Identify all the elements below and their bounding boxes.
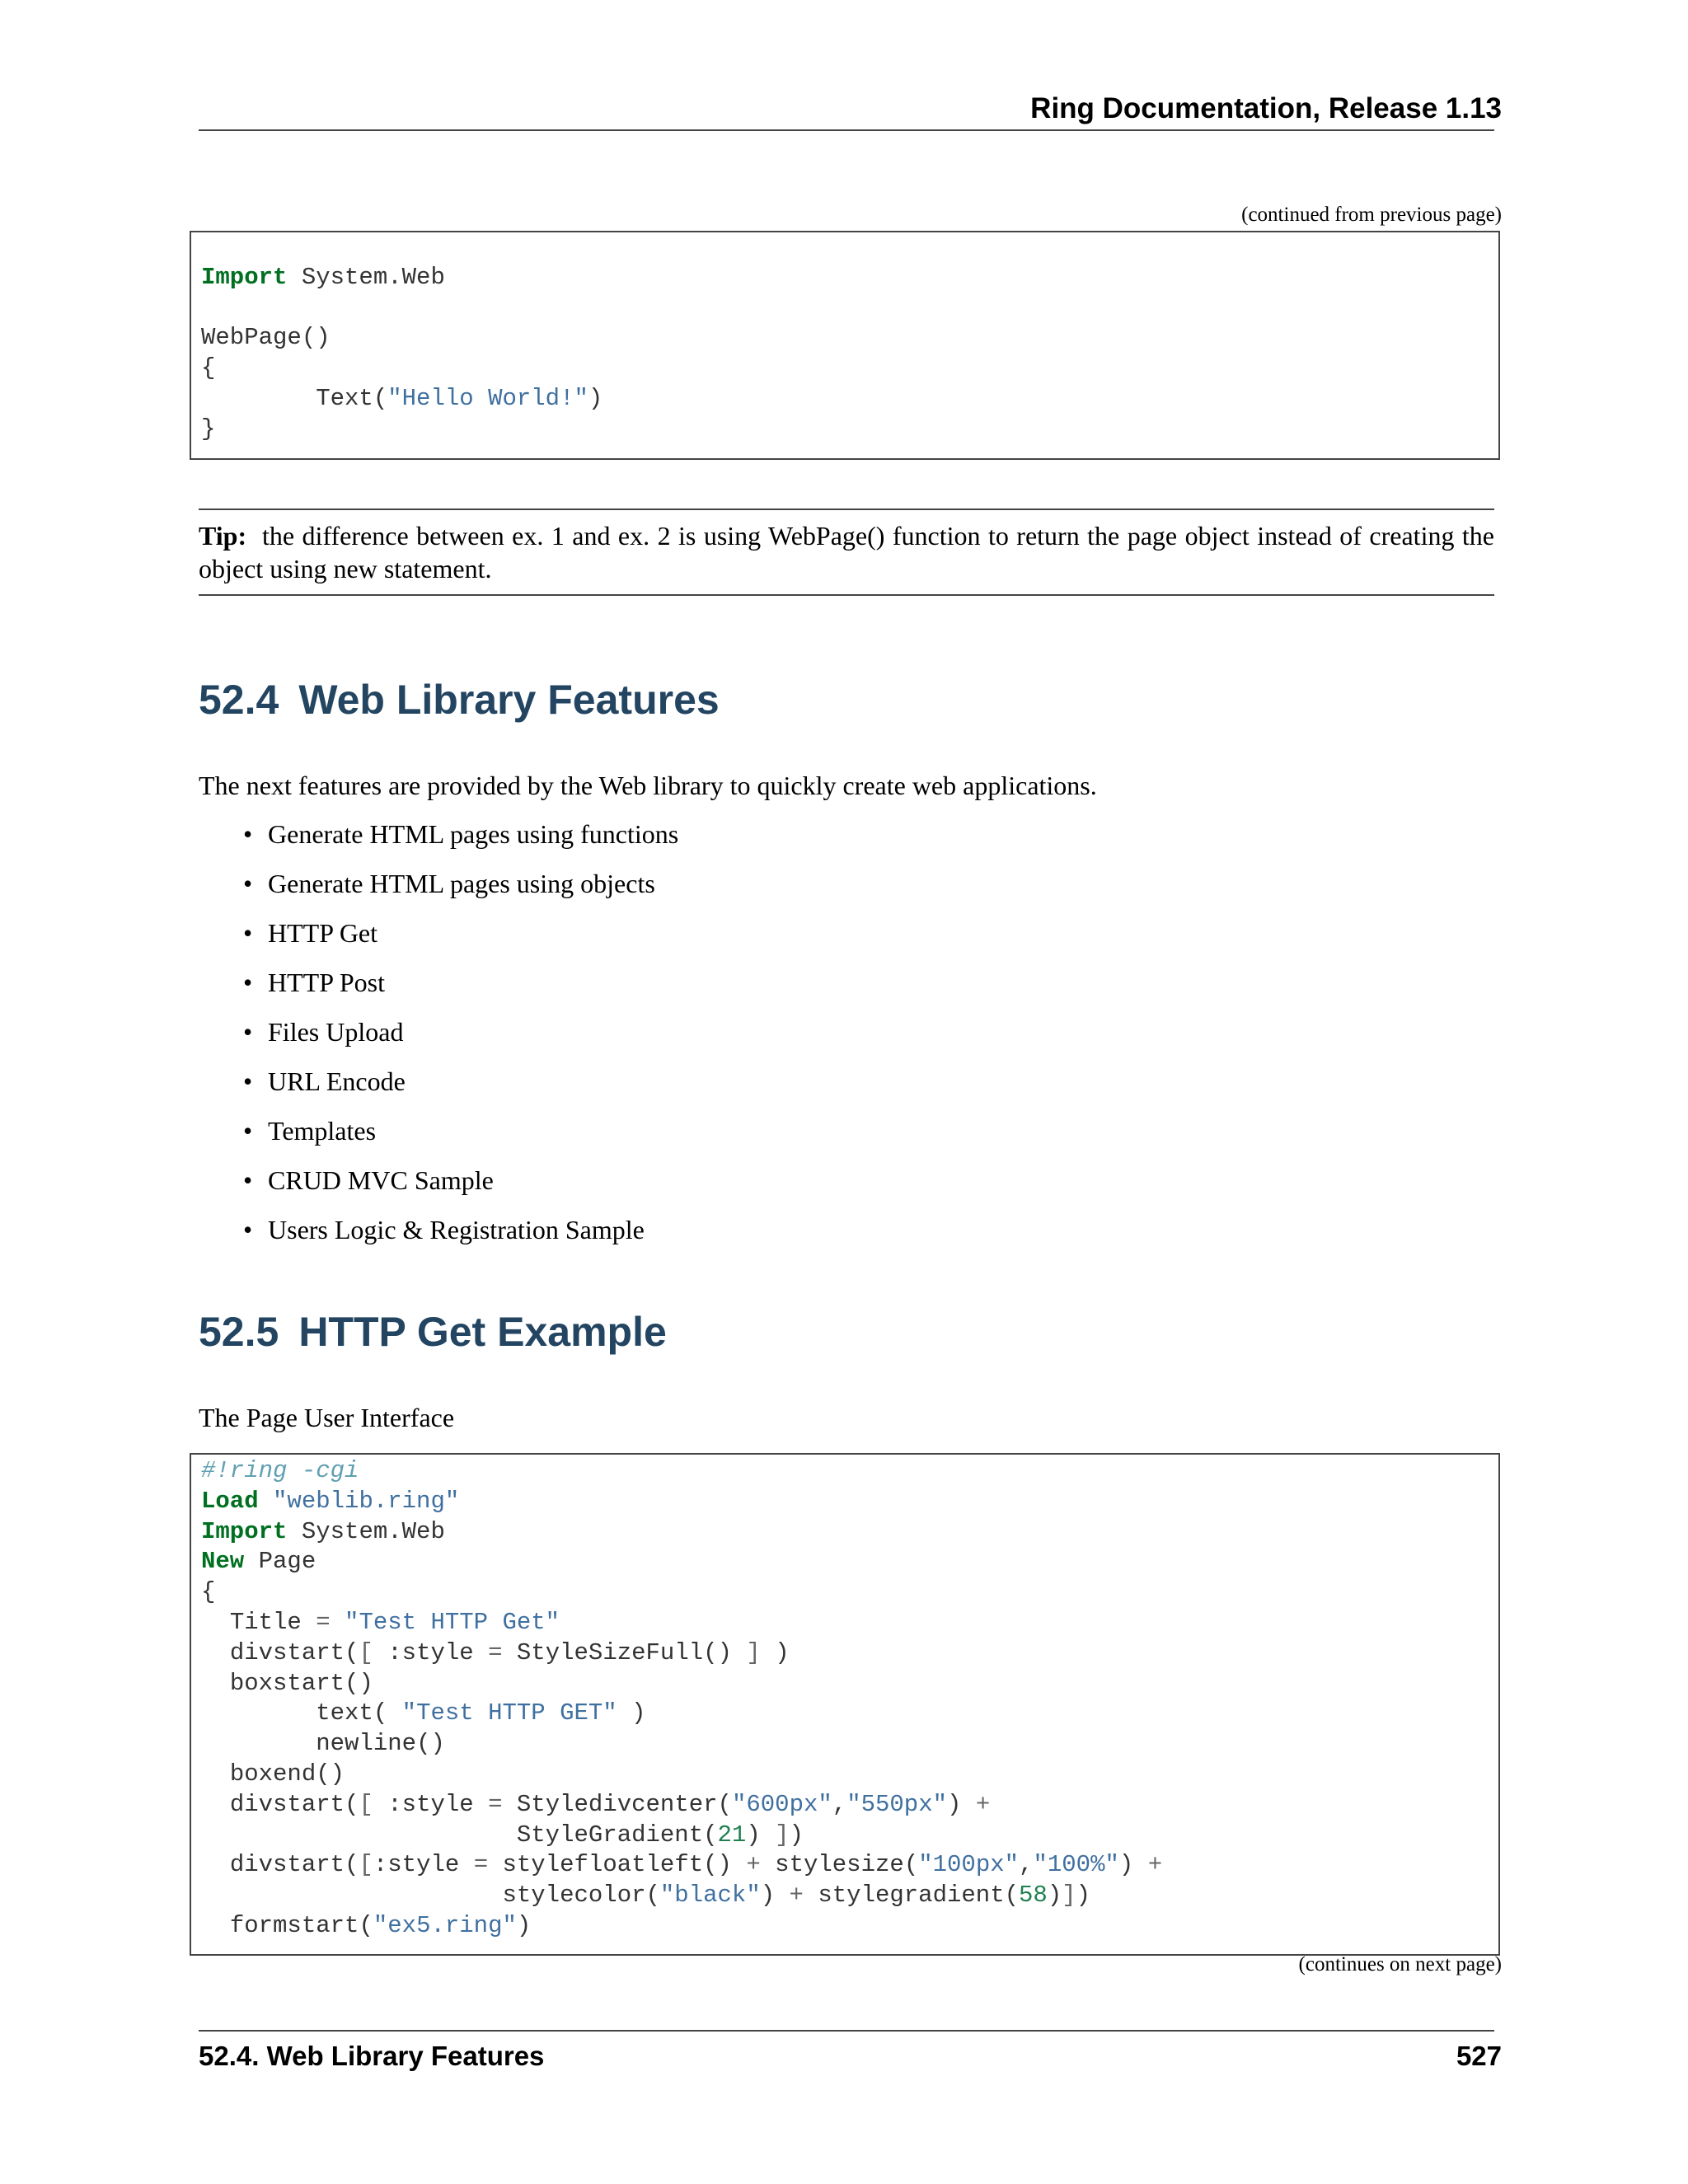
- code-block-2: [190, 1453, 1500, 1956]
- tip-text: the difference between ex. 1 and ex. 2 is using WebPage() function to return the page object instead of creating the object using new statement.: [199, 521, 1495, 583]
- code-line: divstart([ :style = StyleSizeFull() ] ): [229, 1638, 790, 1666]
- code-line: Load "weblib.ring": [201, 1487, 460, 1515]
- page-number: 527: [1456, 2041, 1502, 2071]
- section-number: 52.4: [199, 677, 279, 723]
- section-title: HTTP Get Example: [298, 1309, 667, 1355]
- code-line: formstart("ex5.ring"): [229, 1911, 532, 1939]
- list-item: • Users Logic & Registration Sample: [243, 1214, 678, 1263]
- list-item: • URL Encode: [243, 1066, 678, 1115]
- code-line: {: [201, 354, 216, 382]
- continued-from-note: (continued from previous page): [1241, 204, 1502, 226]
- tip-note: [199, 519, 1494, 585]
- code-line: New Page: [201, 1548, 316, 1576]
- code-line: newline(): [316, 1730, 445, 1758]
- code-line: Text("Hello World!"): [201, 384, 603, 412]
- code-line: {: [201, 1578, 216, 1606]
- code-line: divstart([:style = stylefloatleft() + stylesize("100px","100%") +: [229, 1851, 1163, 1879]
- section-title: Web Library Features: [298, 677, 720, 723]
- list-item: • Generate HTML pages using functions: [243, 818, 678, 868]
- header-title: Ring Documentation, Release 1.13: [1030, 92, 1502, 124]
- tip-top-rule: [199, 509, 1494, 510]
- code-line: boxend(): [229, 1760, 345, 1788]
- header-rule: [199, 129, 1494, 131]
- list-item: • HTTP Get: [243, 917, 678, 967]
- list-item: • CRUD MVC Sample: [243, 1165, 678, 1214]
- code-line: WebPage(): [201, 324, 331, 352]
- list-item: • Templates: [243, 1115, 678, 1165]
- code-block-1: [190, 231, 1500, 460]
- section-heading-52-4: [199, 676, 720, 724]
- continues-on-note: (continues on next page): [1298, 1953, 1502, 1975]
- code-line: }: [201, 415, 216, 443]
- feature-list: [243, 818, 678, 1263]
- list-item: • Generate HTML pages using objects: [243, 868, 678, 917]
- code-line: stylecolor("black") + stylegradient(58)]): [502, 1882, 1091, 1910]
- tip-bottom-rule: [199, 594, 1494, 596]
- section-heading-52-5: [199, 1308, 667, 1356]
- list-item: • HTTP Post: [243, 967, 678, 1016]
- code-line: text( "Test HTTP GET" ): [316, 1699, 646, 1727]
- section-intro: The next features are provided by the Web library to quickly create web applications.: [199, 771, 1097, 800]
- section-number: 52.5: [199, 1309, 279, 1355]
- code-line: Title = "Test HTTP Get": [229, 1608, 560, 1636]
- code-line: [201, 232, 1498, 263]
- list-item: • Files Upload: [243, 1016, 678, 1066]
- code-line: #!ring -cgi: [201, 1457, 359, 1484]
- code-line: StyleGradient(21) ]): [516, 1821, 804, 1849]
- footer-rule: [199, 2030, 1494, 2032]
- code-line: [201, 293, 1498, 324]
- code-line: divstart([ :style = Styledivcenter("600px","550px") +: [229, 1790, 991, 1818]
- footer-section: 52.4. Web Library Features: [199, 2041, 545, 2071]
- code-line: boxstart(): [229, 1669, 373, 1697]
- code-line: Import System.Web: [201, 1517, 445, 1545]
- code-line: Import System.Web: [201, 263, 445, 291]
- tip-label: Tip:: [199, 521, 247, 551]
- section-intro: The Page User Interface: [199, 1403, 455, 1432]
